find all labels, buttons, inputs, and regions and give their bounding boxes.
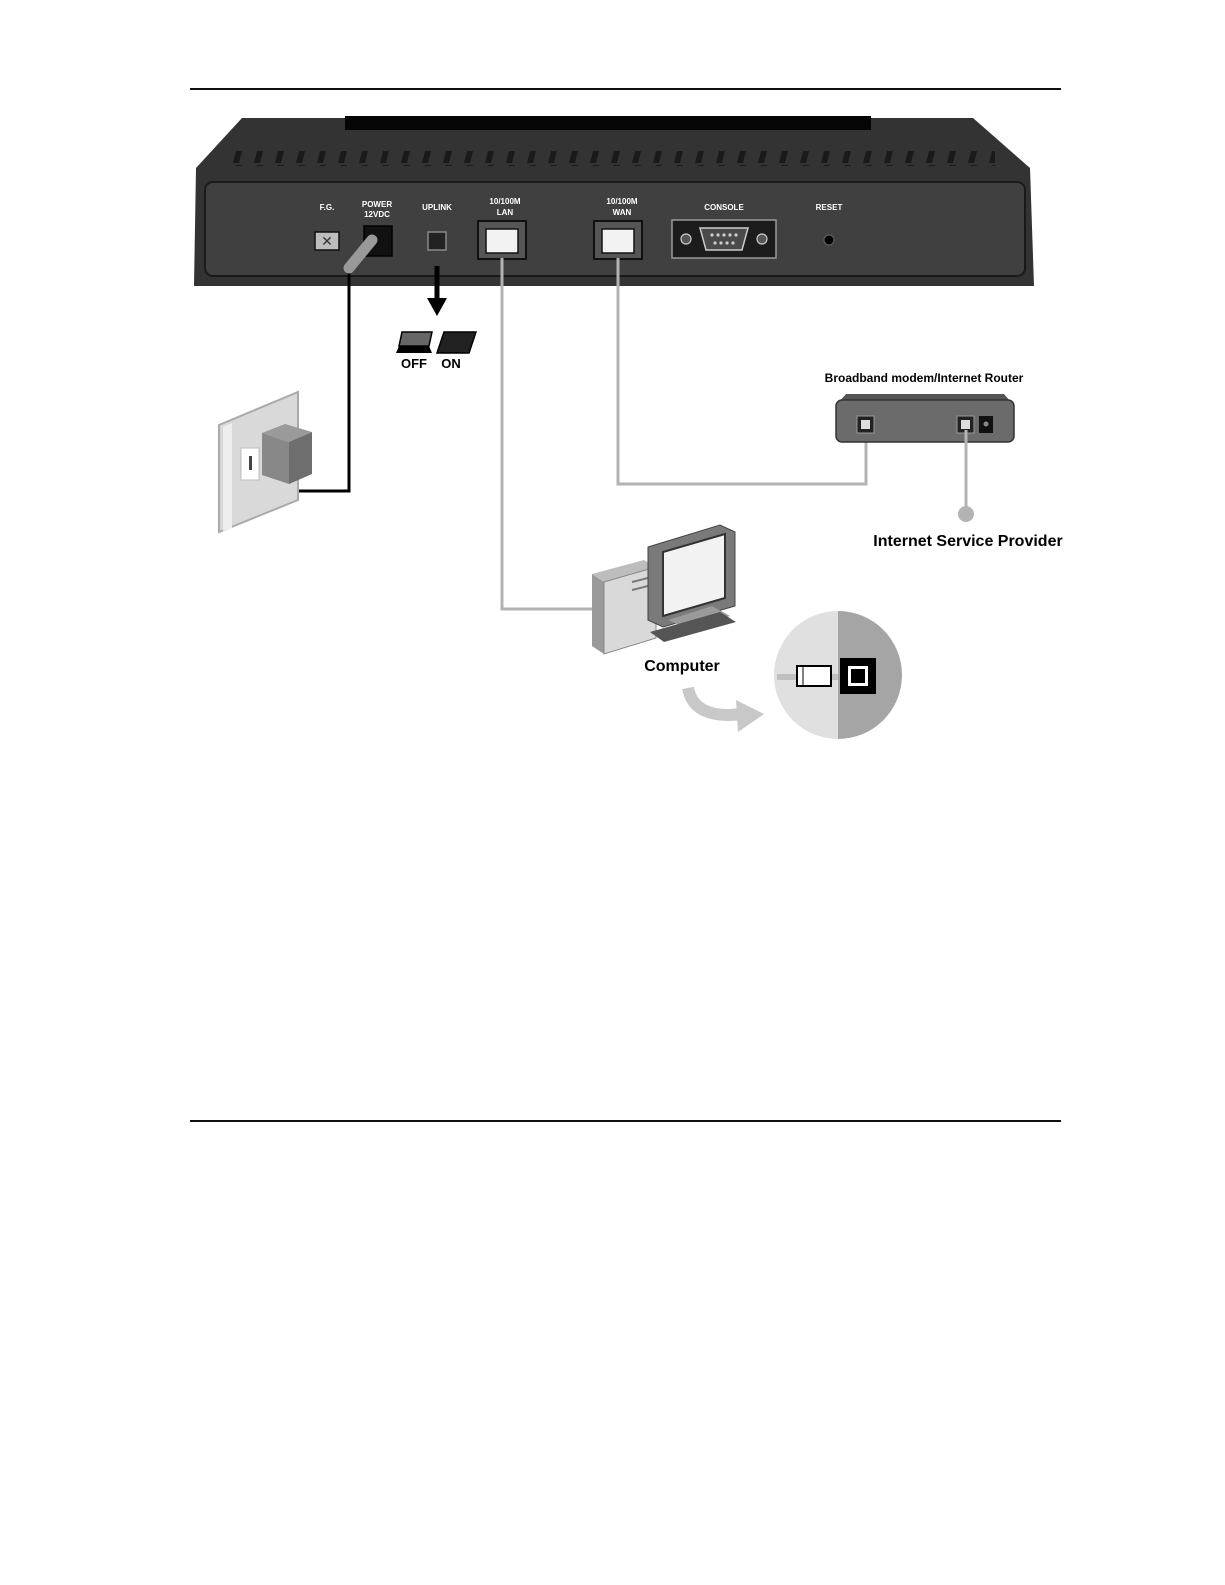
console-screw-right-icon: [757, 234, 767, 244]
modem-device: [825, 371, 1024, 442]
isp-label: Internet Service Provider: [873, 533, 1063, 550]
wan-label-line2: WAN: [612, 208, 632, 217]
switch-on-label: ON: [441, 356, 461, 371]
reset-label: RESET: [815, 203, 843, 212]
switch-key-on: [437, 332, 476, 353]
router-device: [194, 116, 1034, 286]
computer-label: Computer: [644, 658, 720, 675]
wan-plug-icon: [602, 229, 634, 253]
router-vents: [225, 150, 995, 166]
router-top-slot: [345, 116, 871, 130]
lan-cable: [502, 258, 592, 609]
console-screw-left-icon: [681, 234, 691, 244]
computer-curved-arrow-icon: [688, 688, 742, 715]
uplink-label: UPLINK: [422, 203, 452, 212]
bottom-rule: [190, 1120, 1061, 1122]
console-db9-shell: [700, 228, 748, 250]
switch-key-off: [399, 332, 432, 346]
lan-label-line1: 10/100M: [489, 197, 521, 206]
reset-hole-icon: [824, 235, 834, 245]
modem-label: Broadband modem/Internet Router: [824, 371, 1024, 385]
uplink-arrow-icon: [427, 298, 447, 316]
power-label-line2: 12VDC: [364, 210, 390, 219]
isp-endpoint-icon: [958, 506, 974, 522]
rj45-closeup-icon: [774, 611, 902, 739]
computer-icon: [592, 525, 764, 732]
uplink-button-icon: [428, 232, 446, 250]
switch-key-off-base: [396, 346, 432, 353]
lan-plug-icon: [486, 229, 518, 253]
fg-screw-icon: ✕: [321, 234, 333, 250]
lan-label-line2: LAN: [496, 208, 514, 217]
switch-off-label: OFF: [401, 356, 427, 371]
console-label: CONSOLE: [704, 203, 744, 212]
rj45-plug-icon: [797, 666, 831, 686]
wan-label-line1: 10/100M: [606, 197, 638, 206]
wall-outlet-icon: [219, 392, 312, 532]
power-label-line1: POWER: [361, 200, 393, 209]
fg-label: F.G.: [319, 203, 335, 212]
